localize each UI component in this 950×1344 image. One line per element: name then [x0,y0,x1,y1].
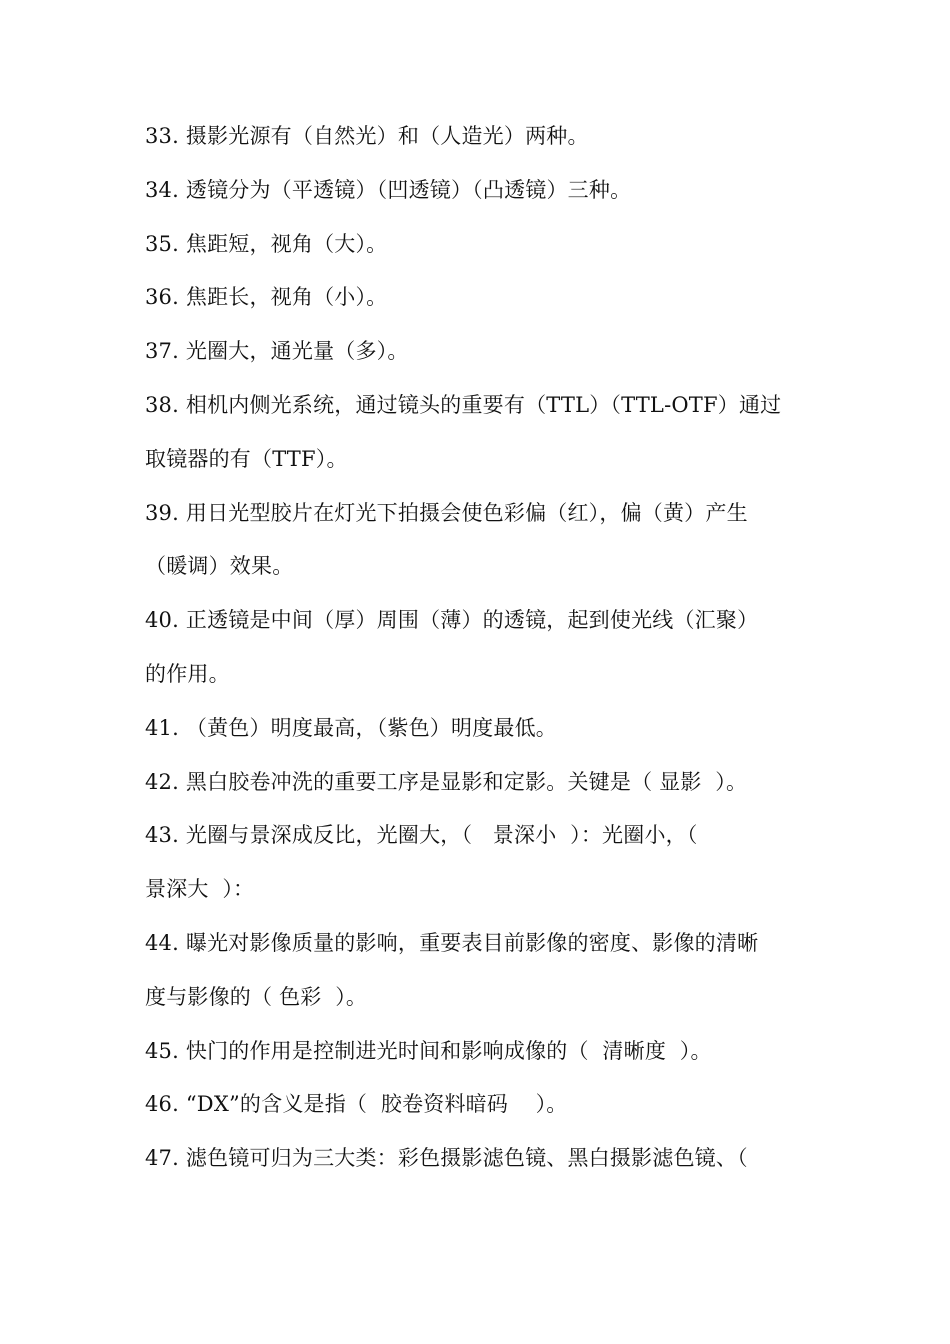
text-line: 47. 滤色镜可归为三大类：彩色摄影滤色镜、黑白摄影滤色镜、（ [145,1146,748,1171]
text-line: 37. 光圈大，通光量（多）。 [145,339,409,364]
text-line: 46. “DX”的含义是指（ 胶卷资料暗码 ）。 [145,1092,568,1117]
text-line: 度与影像的（ 色彩 ）。 [145,984,368,1009]
text-line: 的作用。 [145,661,230,686]
text-line: 43. 光圈与景深成反比，光圈大，（ 景深小 ）：光圈小，（ [145,823,698,848]
text-line: 39. 用日光型胶片在灯光下拍摄会使色彩偏（红），偏（黄）产生 [145,500,748,525]
text-line: 42. 黑白胶卷冲洗的重要工序是显影和定影。关键是（ 显影 ）。 [145,769,748,794]
text-line: （暖调）效果。 [145,554,294,579]
text-line: 38. 相机内侧光系统，通过镜头的重要有（TTL）（TTL-OTF）通过 [145,392,782,417]
text-line: 景深大 ）： [145,877,255,902]
text-line: 36. 焦距长，视角（小）。 [145,285,388,310]
text-line: 40. 正透镜是中间（厚）周围（薄）的透镜，起到使光线（汇聚） [145,608,759,633]
text-line: 取镜器的有（TTF）。 [145,446,348,471]
text-line: 44. 曝光对影像质量的影响，重要表目前影像的密度、影像的清晰 [145,930,759,955]
document-page [145,110,795,1186]
text-line: 45. 快门的作用是控制进光时间和影响成像的（ 清晰度 ）。 [145,1038,712,1063]
text-line: 41. （黄色）明度最高，（紫色）明度最低。 [145,715,557,740]
text-line: 35. 焦距短，视角（大）。 [145,231,388,256]
text-line: 33. 摄影光源有（自然光）和（人造光）两种。 [145,124,589,148]
text-line: 34. 透镜分为（平透镜）（凹透镜）（凸透镜）三种。 [145,177,632,202]
